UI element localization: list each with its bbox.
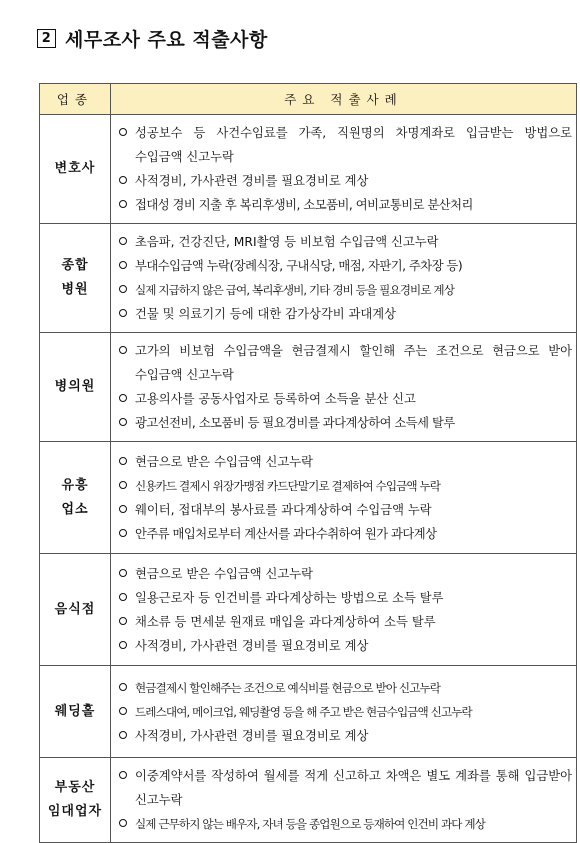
case-item: 고용의사를 공동사업자로 등록하여 소득을 분산 신고 <box>117 387 572 411</box>
case-item: 실제 근무하지 않는 배우자, 자녀 등을 종업원으로 등재하여 인건비 과다 계상 <box>117 812 572 836</box>
case-item: 현금으로 받은 수입금액 신고누락 <box>117 450 572 474</box>
section-title: 세무조사 주요 적출사항 <box>65 28 268 51</box>
industry-label: 유흥 <box>61 477 89 493</box>
circle-bullet-icon <box>119 309 127 317</box>
circle-bullet-icon <box>119 481 127 489</box>
case-item: 성공보수 등 사건수임료를 가족, 직원명의 차명계좌로 입금받는 방법으로 수입금액 신고누락 <box>117 121 572 169</box>
circle-bullet-icon <box>119 771 127 779</box>
circle-bullet-icon <box>119 505 127 513</box>
header-industry: 업종 <box>40 84 111 115</box>
circle-bullet-icon <box>119 237 127 245</box>
circle-bullet-icon <box>119 569 127 577</box>
circle-bullet-icon <box>119 261 127 269</box>
circle-bullet-icon <box>119 707 127 715</box>
case-item: 드레스대여, 메이크업, 웨딩촬영 등을 해 주고 받은 현금수입금액 신고누락 <box>117 700 572 724</box>
case-item: 접대성 경비 지출 후 복리후생비, 소모품비, 여비교통비로 분산처리 <box>117 193 572 217</box>
circle-bullet-icon <box>119 641 127 649</box>
header-cases: 주요 적출사례 <box>111 84 577 115</box>
audit-findings-table <box>39 83 577 843</box>
case-item: 이중계약서를 작성하여 월세를 적게 신고하고 차액은 별도 계좌를 통해 입금받아 신고누락 <box>117 764 572 812</box>
circle-bullet-icon <box>119 346 127 354</box>
industry-label: 병의원 <box>54 379 96 394</box>
case-item: 광고선전비, 소모품비 등 필요경비를 과다계상하여 소득세 탈루 <box>117 411 572 435</box>
case-item: 일용근로자 등 인건비를 과다계상하는 방법으로 소득 탈루 <box>117 586 572 610</box>
case-item: 신용카드 결제시 위장가맹점 카드단말기로 결제하여 수입금액 누락 <box>117 474 572 498</box>
cases-cell <box>111 333 577 442</box>
industry-cell <box>40 666 111 758</box>
case-item: 사적경비, 가사관련 경비를 필요경비로 계상 <box>117 169 572 193</box>
case-item: 사적경비, 가사관련 경비를 필요경비로 계상 <box>117 634 572 658</box>
circle-bullet-icon <box>119 731 127 739</box>
industry-cell <box>40 115 111 224</box>
circle-bullet-icon <box>119 593 127 601</box>
circle-bullet-icon <box>119 418 127 426</box>
table-row-restaurant <box>40 554 577 666</box>
cases-cell <box>111 554 577 666</box>
case-item: 현금으로 받은 수입금액 신고누락 <box>117 562 572 586</box>
industry-cell <box>40 333 111 442</box>
industry-label: 부동산 <box>54 780 96 795</box>
case-item: 초음파, 건강진단, MRI촬영 등 비보험 수입금액 신고누락 <box>117 230 572 254</box>
table-row-lawyer <box>40 115 577 224</box>
circle-bullet-icon <box>119 683 127 691</box>
case-item: 웨이터, 접대부의 봉사료를 과다계상하여 수입금액 누락 <box>117 498 572 522</box>
section-number-box: 2 <box>37 29 56 48</box>
circle-bullet-icon <box>119 457 127 465</box>
industry-cell <box>40 758 111 843</box>
table-header-row <box>40 84 577 115</box>
case-item: 고가의 비보험 수입금액을 현금결제시 할인해 주는 조건으로 현금으로 받아 수입금액 신고누락 <box>117 339 572 387</box>
industry-label: 음식점 <box>54 601 96 617</box>
circle-bullet-icon <box>119 128 127 136</box>
table-row-clinic <box>40 333 577 442</box>
case-item: 사적경비, 가사관련 경비를 필요경비로 계상 <box>117 724 572 748</box>
cases-cell <box>111 758 577 843</box>
cases-cell <box>111 115 577 224</box>
industry-cell <box>40 554 111 666</box>
section-heading <box>37 24 268 52</box>
circle-bullet-icon <box>119 200 127 208</box>
circle-bullet-icon <box>119 819 127 827</box>
case-item: 채소류 등 면세분 원재료 매입을 과다계상하여 소득 탈루 <box>117 610 572 634</box>
case-item: 안주류 매입처로부터 계산서를 과다수취하여 원가 과다계상 <box>117 522 572 546</box>
industry-label: 웨딩홀 <box>54 703 96 719</box>
circle-bullet-icon <box>119 285 127 293</box>
industry-label: 변호사 <box>54 161 96 176</box>
industry-label: 임대업자 <box>47 804 103 819</box>
industry-label: 업소 <box>61 501 89 517</box>
case-item: 현금결제시 할인해주는 조건으로 예식비를 현금으로 받아 신고누락 <box>117 676 572 700</box>
case-item: 실제 지급하지 않은 급여, 복리후생비, 기타 경비 등을 필요경비로 계상 <box>117 278 572 302</box>
cases-cell <box>111 442 577 554</box>
industry-cell <box>40 224 111 333</box>
circle-bullet-icon <box>119 617 127 625</box>
cases-cell <box>111 224 577 333</box>
circle-bullet-icon <box>119 176 127 184</box>
case-item: 부대수입금액 누락(장례식장, 구내식당, 매점, 자판기, 주차장 등) <box>117 254 572 278</box>
industry-cell <box>40 442 111 554</box>
circle-bullet-icon <box>119 394 127 402</box>
table-row-entertainment <box>40 442 577 554</box>
circle-bullet-icon <box>119 529 127 537</box>
table-row-wedding-hall <box>40 666 577 758</box>
case-item: 건물 및 의료기기 등에 대한 감가상각비 과대계상 <box>117 302 572 326</box>
industry-label: 병원 <box>61 282 89 297</box>
industry-label: 종합 <box>61 258 89 273</box>
cases-cell <box>111 666 577 758</box>
table-row-general-hospital <box>40 224 577 333</box>
table-row-real-estate-lessor <box>40 758 577 843</box>
